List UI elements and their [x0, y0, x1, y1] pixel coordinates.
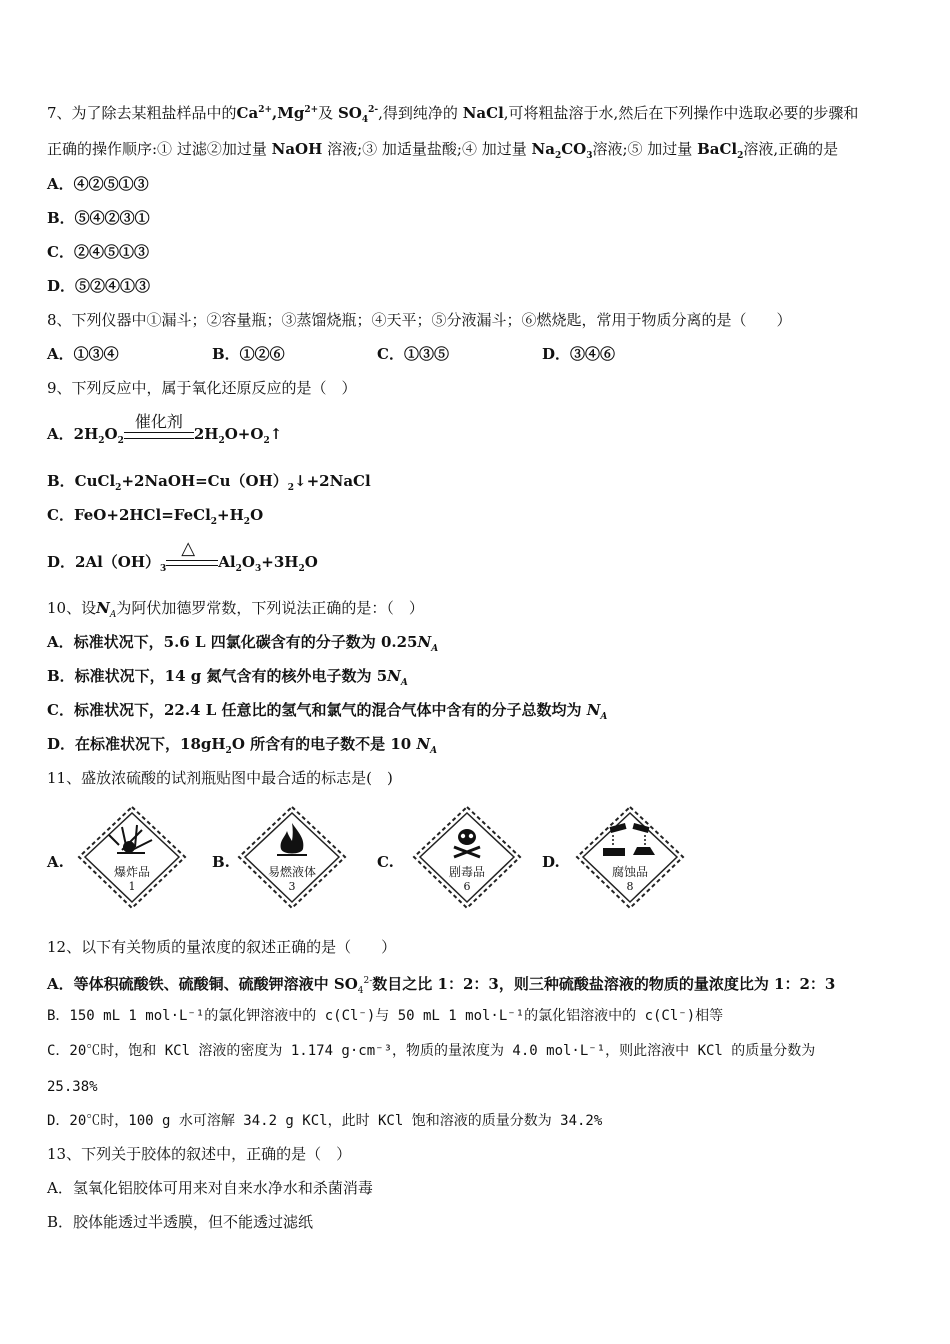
q7-option-c[interactable]: C．②④⑤①③ [47, 243, 149, 261]
q7-naoh: NaOH [271, 140, 323, 158]
q7-option-d[interactable]: D．⑤②④①③ [47, 277, 151, 295]
q9-d-text: Al [218, 553, 236, 571]
q10-text: 为阿伏加德罗常数，下列说法正确的是：（ ） [116, 599, 424, 617]
q9-d-sub: 2 [298, 564, 305, 574]
q7-na2co3-sub: 2 [554, 151, 562, 161]
q12-a-sup: 2- [363, 976, 373, 986]
q7-stem-line2 [47, 139, 838, 166]
avogadro-symbol: N [417, 633, 432, 651]
q9-option-c[interactable] [47, 505, 263, 532]
q9-b-sub: 2 [115, 483, 122, 493]
q10-a-text: A．标准状况下，5.6 L 四氯化碳含有的分子数为 0.25 [47, 633, 418, 651]
q7-option-b[interactable]: B．⑤④②③① [47, 209, 150, 227]
q9-b-text: B．CuCl [47, 472, 116, 490]
q12-a-text: 数目之比 1：2：3，则三种硫酸盐溶液的物质的量浓度比为 1：2：3 [372, 975, 836, 993]
q9-option-b[interactable] [47, 471, 371, 498]
q9-a-text: O [104, 425, 118, 443]
q9-d-text: O [304, 553, 318, 571]
explosive-diamond-icon [77, 805, 187, 910]
q7-text: 溶液;⑤ 加过量 [592, 140, 693, 158]
q13-option-b[interactable]: B．胶体能透过半透膜，但不能透过滤纸 [47, 1213, 314, 1231]
q8-option-c[interactable]: C．①③⑤ [377, 345, 449, 363]
q9-b-text: ↓+2NaCl [294, 472, 371, 490]
flame-diamond-icon [237, 805, 347, 910]
q7-nacl: NaCl [462, 104, 504, 122]
q7-so-charge: 2- [368, 105, 379, 115]
avogadro-sub: A [400, 678, 408, 688]
q7-na2co3-sub2: 3 [586, 151, 593, 161]
q9-d-text: +3H [261, 553, 299, 571]
q11-text: 11、盛放浓硫酸的试剂瓶贴图中最合适的标志是( ) [47, 769, 393, 787]
corrosive-class-number: 8 [626, 880, 634, 893]
q9-a-text: A．2H [47, 425, 99, 443]
avogadro-sub: A [430, 746, 438, 756]
q7-text: ,得到纯净的 [378, 104, 458, 122]
q7-text: 正确的操作顺序:① 过滤②加过量 [47, 140, 267, 158]
q7-ca: Ca [236, 104, 259, 122]
toxic-sign[interactable] [412, 805, 522, 910]
q9-c-text: C．FeO+2HCl=FeCl [47, 506, 211, 524]
q12-option-c-line2 [47, 1076, 98, 1097]
q10-option-a[interactable] [47, 632, 438, 659]
q10-d-text: O 所含有的电子数不是 10 [231, 735, 412, 753]
q12-option-d[interactable] [47, 1110, 602, 1131]
heat-arrow [166, 538, 218, 566]
q7-so-sub: 4 [361, 115, 369, 125]
q9-a-sub: 2 [218, 436, 225, 446]
avogadro-sub: A [600, 712, 608, 722]
avogadro-symbol: N [387, 667, 401, 685]
q12-d-text: D．20℃时，100 g 水可溶解 34.2 g KCl，此时 KCl 饱和溶液的质量分数为 34.2% [47, 1113, 603, 1129]
q9-option-a[interactable] [47, 412, 283, 451]
q7-option-a[interactable]: A．④②⑤①③ [47, 175, 149, 193]
hazard-signs [47, 805, 747, 910]
q9-option-d[interactable] [47, 538, 318, 579]
q7-ca-charge: 2+ [258, 105, 273, 115]
q9-c-text: O [250, 506, 264, 524]
toxic-class-number: 6 [463, 880, 471, 893]
avogadro-symbol: N [586, 701, 601, 719]
avogadro-sub: A [109, 610, 117, 620]
heat-triangle-icon: △ [181, 538, 196, 559]
q10-option-d[interactable] [47, 734, 437, 761]
q10-c-text: C．标准状况下，22.4 L 任意比的氢气和氯气的混合气体中含有的分子总数均为 [47, 701, 582, 719]
q9-c-sub: 2 [243, 517, 251, 527]
q11-stem [47, 768, 393, 788]
q12-c-text: C．20℃时，饱和 KCl 溶液的密度为 1.174 g·cm⁻³，物质的量浓度为 4.0 mol·L⁻¹，则此溶液中 KCl 的质量分数为 [47, 1043, 816, 1059]
q7-mg: ,Mg [272, 104, 305, 122]
toxic-caption: 剧毒品 [448, 865, 485, 879]
q9-a-sub: 2 [263, 436, 270, 446]
corrosive-caption: 腐蚀品 [611, 865, 648, 879]
q7-bacl2: BaCl [697, 140, 738, 158]
avogadro-sub: A [431, 644, 439, 654]
q10-stem [47, 598, 424, 625]
avogadro-symbol: N [416, 735, 431, 753]
q8-option-b[interactable]: B．①②⑥ [212, 345, 285, 363]
q10-d-text: D．在标准状况下，18gH [47, 735, 226, 753]
q10-b-text: B．标准状况下，14 g 氮气含有的核外电子数为 5 [47, 667, 388, 685]
q7-na2co3-co: CO [561, 140, 587, 158]
q10-text: 10、设 [47, 599, 97, 617]
q9-b-text: +2NaOH=Cu（OH） [121, 472, 288, 490]
q7-bacl2-sub: 2 [737, 151, 744, 161]
q10-option-b[interactable] [47, 666, 408, 693]
flammable-class-number: 3 [288, 880, 296, 893]
q12-b-text: B．150 mL 1 mol·L⁻¹的氯化钾溶液中的 c(Cl⁻)与 50 mL 1 mol·L⁻¹的氯化铝溶液中的 c(Cl⁻)相等 [47, 1008, 724, 1024]
q11-option-b-label[interactable]: B. [212, 853, 230, 871]
q9-a-text: 2H [193, 425, 219, 443]
q9-d-sub: 2 [235, 564, 242, 574]
q7-so: SO [337, 104, 362, 122]
q7-text: 溶液;③ 加适量盐酸;④ 加过量 [327, 140, 527, 158]
q7-mg-charge: 2+ [304, 105, 319, 115]
explosive-class-number: 1 [128, 880, 136, 893]
q9-d-sub: 3 [160, 564, 167, 574]
q9-a-sub: 2 [98, 436, 105, 446]
q9-stem: 9、下列反应中，属于氧化还原反应的是（ ） [47, 379, 357, 397]
q12-stem: 12、以下有关物质的量浓度的叙述正确的是（ ） [47, 938, 397, 956]
q13-option-a[interactable]: A．氢氧化铝胶体可用来对自来水净水和杀菌消毒 [47, 1179, 373, 1197]
q11-option-d-label[interactable]: D. [542, 853, 560, 871]
q12-option-a[interactable] [47, 971, 835, 1001]
q9-d-sub: 3 [254, 564, 262, 574]
q9-a-text: O+O [224, 425, 264, 443]
avogadro-symbol: N [96, 599, 110, 617]
q12-c-text-cont: 25.38% [47, 1079, 98, 1095]
q8-option-d[interactable]: D．③④⑥ [542, 345, 616, 363]
gas-arrow: ↑ [269, 425, 283, 443]
q8-option-a[interactable]: A．①③④ [47, 345, 119, 363]
corrosive-sign[interactable] [575, 805, 685, 910]
explosive-caption: 爆炸品 [113, 865, 150, 879]
q9-c-text: +H [217, 506, 244, 524]
flammable-caption: 易燃液体 [267, 865, 316, 879]
q9-d-text: O [241, 553, 255, 571]
q10-option-c[interactable] [47, 700, 607, 727]
flammable-sign[interactable] [237, 805, 347, 910]
explosive-sign[interactable] [77, 805, 187, 910]
q12-option-c-line1[interactable] [47, 1040, 815, 1061]
q7-na2co3: Na [531, 140, 555, 158]
q11-option-c-label[interactable]: C. [377, 853, 394, 871]
catalyst-label: 催化剂 [134, 412, 183, 431]
q7-text: 7、为了除去某粗盐样品中的 [47, 104, 237, 122]
skull-diamond-icon [412, 805, 522, 910]
q9-a-sub: 2 [117, 436, 124, 446]
q13-stem: 13、下列关于胶体的叙述中，正确的是（ ） [47, 1145, 352, 1163]
q9-c-sub: 2 [210, 517, 218, 527]
q10-d-sub: 2 [225, 746, 232, 756]
corrosive-diamond-icon [575, 805, 685, 910]
q12-a-sub: 4 [357, 986, 364, 996]
q12-option-b[interactable] [47, 1005, 723, 1026]
q12-a-text: A．等体积硫酸铁、硫酸铜、硫酸钾溶液中 SO [47, 975, 358, 993]
q11-option-a-label[interactable]: A. [47, 853, 64, 871]
q9-b-sub: 2 [287, 483, 295, 493]
q8-stem: 8、下列仪器中①漏斗；②容量瓶；③蒸馏烧瓶；④天平；⑤分液漏斗；⑥燃烧匙，常用于物质分离的是（ ） [47, 311, 792, 329]
q7-stem-line1 [47, 100, 858, 130]
q9-d-text: D．2Al（OH） [47, 553, 161, 571]
q7-text: 及 [318, 104, 334, 122]
catalyst-arrow [124, 412, 194, 444]
q7-text: ,可将粗盐溶于水,然后在下列操作中选取必要的步骤和 [503, 104, 859, 122]
q7-text: 溶液,正确的是 [743, 140, 839, 158]
